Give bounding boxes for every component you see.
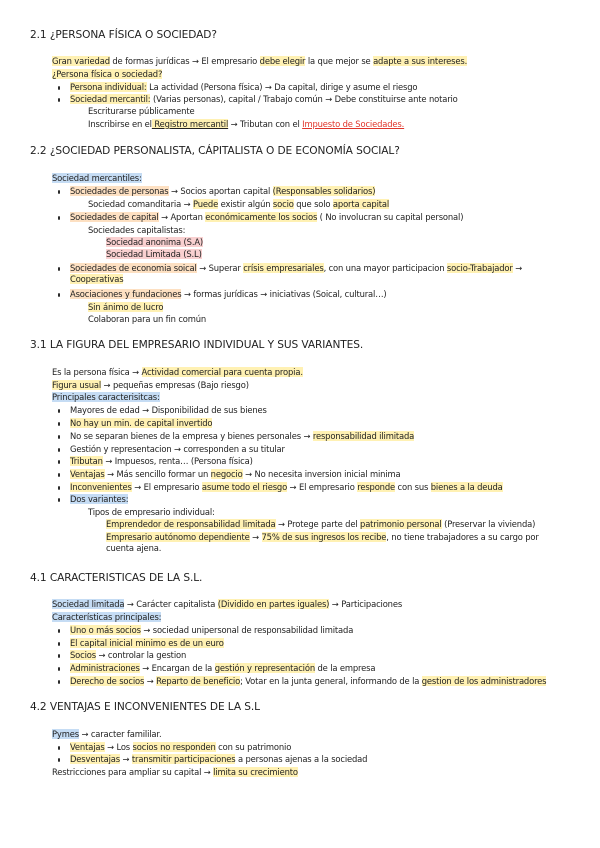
list-item: Sociedades de personas → Socios aportan capital (Responsables solidarios) — [70, 186, 375, 197]
list-item: Socios → controlar la gestion — [70, 650, 186, 661]
list-item: Persona individual: La actividad (Persona física) → Da capital, dirige y asume el riesgo — [70, 82, 417, 93]
list-item: Sociedad mercantiles: — [52, 173, 142, 183]
list-item: Sociedad Limitada (S.L) — [106, 249, 202, 259]
list-item: No se separan bienes de la empresa y bienes personales → responsabilidad ilimitada — [70, 431, 414, 442]
list-item: Sociedades de economia soical → Superar crísis empresariales, con una mayor participacion socio-Trabajador → Cooperativas — [70, 263, 560, 285]
list-item: Administraciones → Encargan de la gestión y representación de la empresa — [70, 663, 375, 674]
list-item: Sociedad limitada → Carácter capitalista (Dividido en partes iguales) → Participaciones — [52, 599, 403, 609]
list-item: El capital inicial minimo es de un euro — [70, 638, 224, 649]
list-item: Tributan → Impuesos, renta… (Persona física) — [70, 456, 253, 467]
list-item: Inscribirse en el Registro mercantil → Tributan con el Impuesto de Sociedades. — [88, 119, 405, 129]
list-item: Colaboran para un fin común — [88, 314, 207, 324]
heading-4-1: 4.1 CARACTERISTICAS DE LA S.L. — [30, 572, 203, 584]
list-item: Principales caracterisitcas: — [52, 392, 160, 402]
heading-2-2: 2.2 ¿SOCIEDAD PERSONALISTA, CÁPITALISTA O DE ECONOMÍA SOCIAL? — [30, 145, 400, 157]
list-item: Sociedades capitalistas: — [88, 225, 186, 235]
list-item: Asociaciones y fundaciones → formas jurídicas → iniciativas (Soical, cultural…) — [70, 289, 387, 300]
link-impuesto-sociedades[interactable]: Impuesto de Sociedades. — [302, 119, 405, 129]
heading-2-1: 2.1 ¿PERSONA FÍSICA O SOCIEDAD? — [30, 29, 217, 41]
list-item: Ventajas → Los socios no responden con su patrimonio — [70, 742, 291, 753]
list-item: Desventajas → transmitir participaciones a personas ajenas a la sociedad — [70, 754, 367, 765]
list-item: Figura usual → pequeñas empresas (Bajo riesgo) — [52, 380, 249, 390]
list-item: Mayores de edad → Disponibilidad de sus bienes — [70, 405, 267, 416]
list-item: Restricciones para ampliar su capital → limita su crecimiento — [52, 767, 298, 777]
list-item: Gestión y representacion → corresponden a su titular — [70, 444, 285, 455]
list-item: Gran variedad de formas jurídicas → El empresario debe elegir la que mejor se adapte a sus intereses. — [52, 56, 468, 66]
list-item: Sociedad comanditaria → Puede existir algún socio que solo aporta capital — [88, 199, 390, 209]
list-item: Pymes → caracter famililar. — [52, 729, 162, 739]
list-item: Derecho de socios → Reparto de beneficio; Votar en la junta general, informando de la gestion de los administradores — [70, 676, 546, 687]
list-item: Dos variantes: — [70, 494, 128, 505]
heading-4-2: 4.2 VENTAJAS E INCONVENIENTES DE LA S.L — [30, 701, 260, 713]
list-item: Es la persona física → Actividad comercial para cuenta propia. — [52, 367, 303, 377]
list-item: No hay un min. de capital invertido — [70, 418, 212, 429]
list-item: Ventajas → Más sencillo formar un negocio → No necesita inversion inicial minima — [70, 469, 401, 480]
list-item: ¿Persona física o sociedad? — [52, 69, 163, 79]
list-item: Uno o más socios → sociedad unipersonal de responsabilidad limitada — [70, 625, 353, 636]
list-item: Sociedad mercantil: (Varias personas), capital / Trabajo común → Debe constituirse ante notario — [70, 94, 458, 105]
heading-3-1: 3.1 LA FIGURA DEL EMPRESARIO INDIVIDUAL Y SUS VARIANTES. — [30, 339, 364, 351]
list-item: Sociedad anonima (S.A) — [106, 237, 204, 247]
list-item: Tipos de empresario individual: — [88, 507, 215, 517]
list-item: Inconvenientes → El empresario asume todo el riesgo → El empresario responde con sus bienes a la deuda — [70, 482, 503, 493]
list-item: Emprendedor de responsabilidad limitada → Protege parte del patrimonio personal (Preservar la vivienda) — [106, 519, 536, 529]
list-item: Empresario autónomo dependiente → 75% de sus ingresos los recibe, no tiene trabajadores a su cargo por cuenta ajena. — [106, 532, 539, 553]
list-item: Sociedades de capital → Aportan económicamente los socios ( No involucran su capital personal) — [70, 212, 463, 223]
list-item: Características principales: — [52, 612, 162, 622]
list-item: Escriturarse públicamente — [88, 106, 195, 116]
list-item: Sin ánimo de lucro — [88, 302, 164, 312]
